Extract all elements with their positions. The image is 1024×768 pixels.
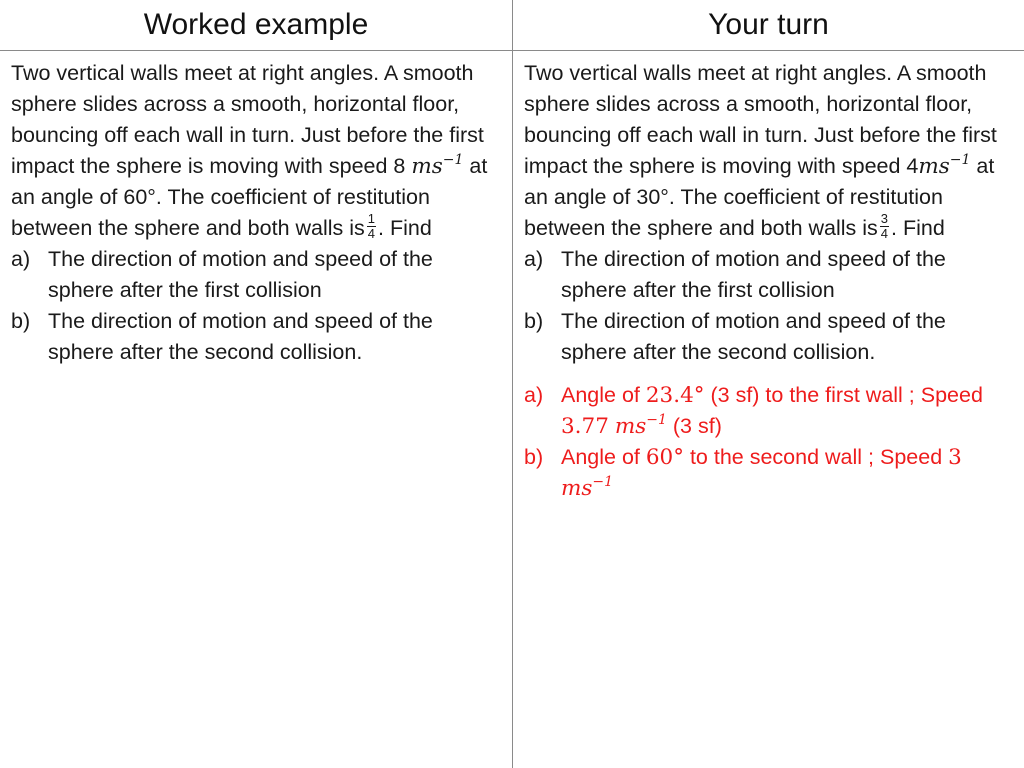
turn-parts-list — [524, 244, 1016, 368]
answer-a: a) Angle of 23.4° (3 sf) to the first wall ; Speed 3.77 $ms^{-1}$ (3 sf) — [524, 383, 983, 439]
restitution-fraction: $\frac{1}{4}$ — [367, 210, 376, 241]
question-intro: Two vertical walls meet at right angles. A smooth sphere slides across a smooth, horizontal floor, bouncing off each wall in turn. Just before the first impact the sphere is moving with speed 8 — [11, 61, 484, 178]
speed-unit: $ms^{-1}$ — [411, 152, 464, 179]
list-item: a) The direction of motion and speed of the sphere after the first collision — [11, 247, 433, 302]
question-end: . Find — [891, 216, 945, 240]
list-item: a) The direction of motion and speed of the sphere after the first collision — [524, 247, 946, 302]
speed-unit: $ms^{-1}$ — [918, 152, 971, 179]
question-mid: at an angle of 60°. The coefficient of restitution between the sphere and both walls is — [11, 154, 488, 240]
question-end: . Find — [378, 216, 432, 240]
worked-example-column — [11, 58, 503, 368]
answers-list — [524, 380, 1016, 504]
turn-question-text — [524, 58, 1016, 244]
list-item: b) The direction of motion and speed of the sphere after the second collision. — [524, 309, 946, 364]
your-turn-column — [524, 58, 1016, 504]
worked-parts-list — [11, 244, 503, 368]
restitution-fraction: $\frac{3}{4}$ — [880, 210, 889, 241]
question-intro: Two vertical walls meet at right angles. A smooth sphere slides across a smooth, horizontal floor, bouncing off each wall in turn. Just before the first impact the sphere is moving with speed 4 — [524, 61, 997, 178]
answer-b: b) Angle of 60° to the second wall ; Speed 3 $ms^{-1}$ — [524, 445, 962, 501]
worked-question-text — [11, 58, 503, 244]
worked-example-heading: Worked example — [143, 8, 369, 41]
column-divider — [512, 0, 513, 768]
question-mid: at an angle of 30°. The coefficient of restitution between the sphere and both walls is — [524, 154, 995, 240]
list-item: b) The direction of motion and speed of the sphere after the second collision. — [11, 309, 433, 364]
your-turn-heading: Your turn — [708, 8, 829, 41]
